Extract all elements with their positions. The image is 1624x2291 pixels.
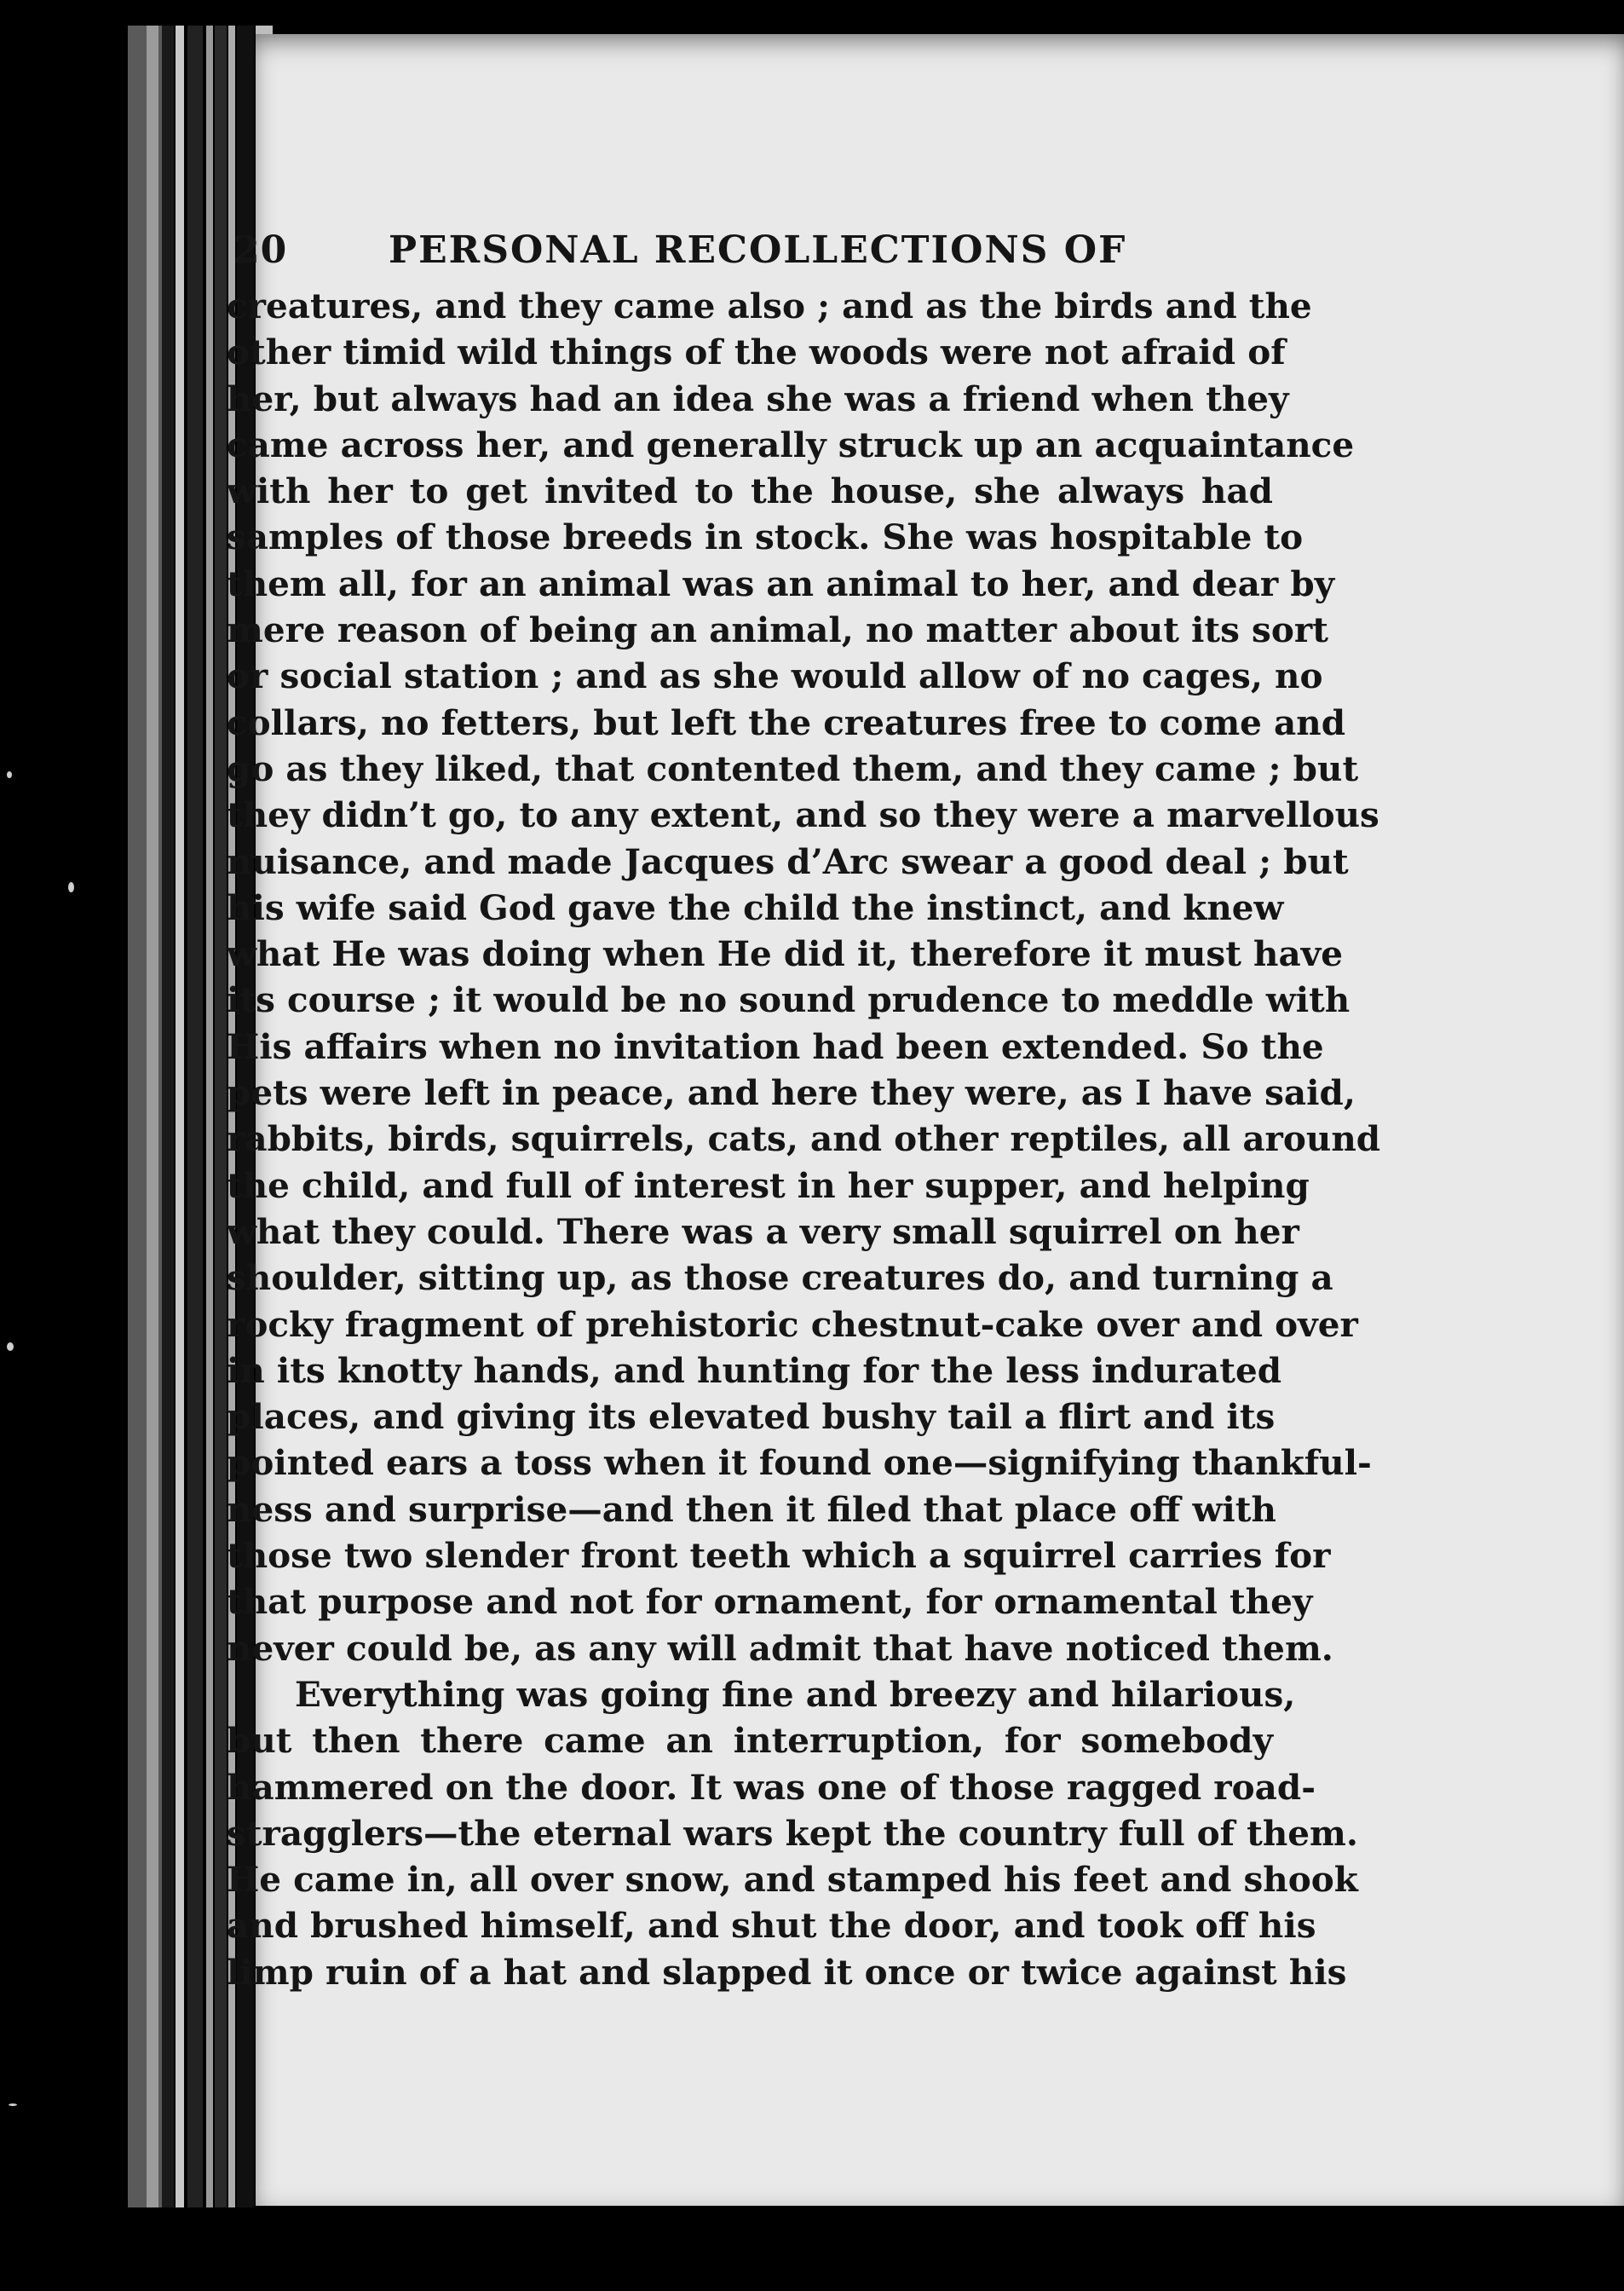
text-line: pets were left in peace, and here they were, as I have said, — [227, 1072, 1356, 1114]
text-line: hammered on the door. It was one of those ragged road- — [227, 1766, 1316, 1808]
text-line: stragglers—the eternal wars kept the country full of them. — [227, 1812, 1358, 1854]
body-text — [227, 283, 1546, 1995]
text-line: those two slender front teeth which a squirrel carries for — [227, 1535, 1331, 1577]
text-line: pointed ears a toss when it found one—signifying thankful- — [227, 1442, 1372, 1484]
text-line: and brushed himself, and shut the door, and took off his — [227, 1905, 1316, 1947]
text-line: them all, for an animal was an animal to her, and dear by — [227, 563, 1335, 604]
scan-bottom-shadow — [256, 2206, 1624, 2291]
text-line: never could be, as any will admit that have noticed them. — [227, 1627, 1333, 1669]
text-line: samples of those breeds in stock. She was hospitable to — [227, 516, 1304, 558]
text-line: His affairs when no invitation had been extended. So the — [227, 1025, 1324, 1067]
text-line: rabbits, birds, squirrels, cats, and other reptiles, all around — [227, 1118, 1381, 1160]
running-head — [227, 193, 1546, 272]
text-line: with her to get invited to the house, she always had — [227, 470, 1273, 512]
text-line: limp ruin of a hat and slapped it once or twice against his — [227, 1951, 1347, 1993]
text-line: He came in, all over snow, and stamped his feet and shook — [227, 1859, 1358, 1901]
text-line: creatures, and they came also ; and as the birds and the — [227, 286, 1312, 326]
text-line: nuisance, and made Jacques d’Arc swear a good deal ; but — [227, 840, 1349, 882]
text-line: mere reason of being an animal, no matter about its sort — [227, 609, 1328, 651]
text-line: they didn’t go, to any extent, and so they were a marvellous — [227, 794, 1379, 836]
text-line: or social station ; and as she would allow of no cages, no — [227, 655, 1323, 697]
text-line: Everything was going fine and breezy and hilarious, — [295, 1673, 1296, 1715]
text-line: that purpose and not for ornament, for ornamental they — [227, 1581, 1313, 1623]
text-line: but then there came an interruption, for somebody — [227, 1720, 1273, 1762]
page-content — [227, 193, 1546, 1995]
text-line: other timid wild things of the woods were not afraid of — [227, 332, 1286, 373]
text-line: go as they liked, that contented them, and they came ; but — [227, 747, 1359, 789]
text-line: collars, no fetters, but left the creatures free to come and — [227, 701, 1346, 743]
text-line: places, and giving its elevated bushy tail a flirt and its — [227, 1396, 1276, 1438]
text-line: came across her, and generally struck up an acquaintance — [227, 424, 1355, 465]
text-line: what He was doing when He did it, therefore it must have — [227, 933, 1344, 975]
header-title: PERSONAL RECOLLECTIONS OF — [389, 228, 1127, 272]
text-line: shoulder, sitting up, as those creatures do, and turning a — [227, 1257, 1333, 1299]
text-line: the child, and full of interest in her supper, and helping — [227, 1164, 1310, 1206]
text-line: ness and surprise—and then it filed that place off with — [227, 1488, 1276, 1530]
text-line: in its knotty hands, and hunting for the less indurated — [227, 1349, 1282, 1391]
text-line: her, but always had an idea she was a friend when they — [227, 378, 1289, 419]
text-line: what they could. There was a very small squirrel on her — [227, 1210, 1299, 1252]
text-line: rocky fragment of prehistoric chestnut-cake over and over — [227, 1303, 1358, 1345]
text-line: its course ; it would be no sound prudence to meddle with — [227, 979, 1350, 1021]
page-number: 20 — [233, 228, 288, 272]
text-line: his wife said God gave the child the instinct, and knew — [227, 886, 1284, 928]
